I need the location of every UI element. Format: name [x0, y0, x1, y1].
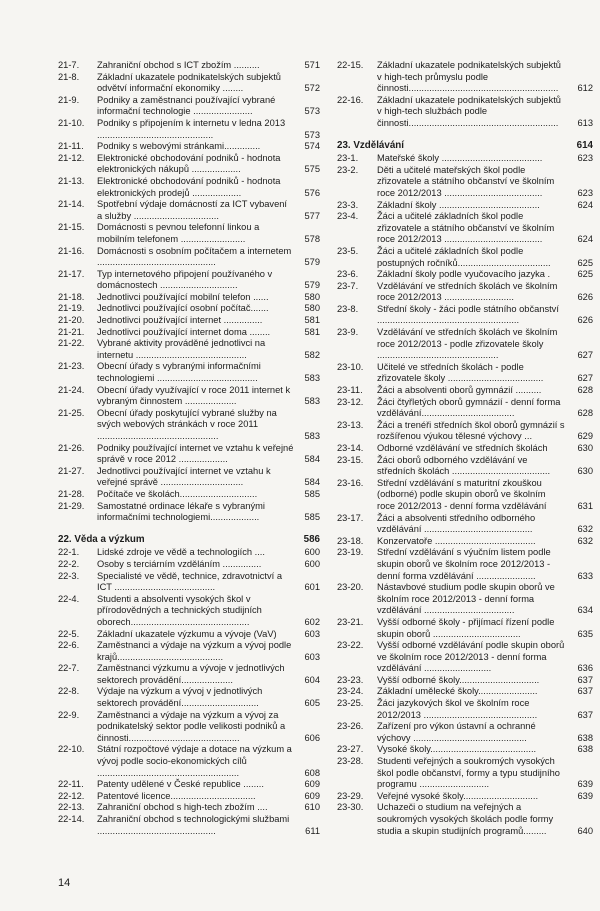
entry-page-number: 624 [577, 199, 593, 210]
entry-page-number: 608 [304, 767, 320, 778]
toc-entry [58, 361, 320, 384]
page-number: 14 [58, 877, 71, 889]
entry-page-number: 627 [577, 350, 593, 361]
entry-page-number: 576 [304, 187, 320, 198]
toc-entry [58, 547, 320, 559]
entry-title: Elektronické obchodování podniků - hodnota elektronických prodejů ................... [97, 175, 281, 198]
toc-entry [337, 536, 593, 548]
toc-list-chapter-23 [337, 153, 593, 837]
toc-entry [58, 686, 320, 709]
entry-number: 23-8. [337, 303, 359, 314]
entry-page-number: 623 [577, 153, 593, 164]
toc-entry [58, 629, 320, 641]
toc-entry [337, 304, 593, 327]
entry-page-number: 583 [304, 373, 320, 384]
entry-title: Patenty udělené v České republice ........ [97, 779, 264, 790]
entry-number: 23-6. [337, 269, 359, 280]
entry-page-number: 606 [304, 732, 320, 743]
entry-title: Podniky používající internet ve vztahu k veřejné správě v roce 2012 ................... [97, 442, 294, 465]
entry-number: 21-10. [58, 117, 85, 128]
entry-page-number: 623 [577, 187, 593, 198]
toc-entry [337, 60, 593, 95]
entry-title: Jednotlivci používající internet ve vztahu k veřejné správě ................................ [97, 465, 271, 488]
entry-number: 21-27. [58, 465, 85, 476]
entry-title: Základní ukazatele výzkumu a vývoje (VaV) [97, 628, 277, 639]
toc-entry [58, 802, 320, 814]
entry-title: Základní školy podle vyučovacího jazyka . [377, 269, 551, 280]
entry-page-number: 639 [577, 779, 593, 790]
entry-title: Jednotlivci používající mobilní telefon ...... [97, 291, 269, 302]
entry-number: 22-2. [58, 558, 80, 569]
entry-title: Výdaje na výzkum a vývoj v jednotlivých sektorech provádění.............................. [97, 686, 263, 709]
entry-page-number: 609 [304, 790, 320, 801]
entry-page-number: 580 [304, 291, 320, 302]
entry-title: Patentové licence................................. [97, 790, 256, 801]
entry-page-number: 637 [577, 709, 593, 720]
entry-title: Spotřební výdaje domácností za ICT vybavení a služby ................................. [97, 199, 288, 221]
entry-number: 22-14. [58, 814, 85, 824]
entry-number: 22-12. [58, 790, 85, 801]
entry-page-number: 635 [577, 628, 593, 639]
entry-number: 23-21. [337, 616, 364, 627]
toc-entry [58, 95, 320, 118]
entry-title: Veřejné vysoké školy............................. [377, 790, 539, 801]
chapter-title: 23. Vzdělávání [337, 139, 404, 151]
entry-number: 22-15. [337, 60, 364, 70]
toc-entry [58, 663, 320, 686]
entry-number: 21-15. [58, 222, 85, 233]
toc-entry [58, 60, 320, 72]
entry-title: Uchazeči o studium na veřejných a soukromých vysokých školách podle formy studia a skupin studijních programů......... [377, 802, 554, 836]
entry-title: Střední vzdělávání s výučním listem podle skupin oborů ve školním roce 2012/2013 - denní forma vzdělávání ....................... [377, 547, 551, 581]
entry-page-number: 577 [304, 210, 320, 221]
toc-entry [58, 501, 320, 524]
toc-entry [337, 397, 593, 420]
chapter-page-number: 586 [303, 533, 320, 545]
entry-page-number: 637 [577, 674, 593, 685]
entry-page-number: 580 [304, 303, 320, 314]
toc-entry [337, 547, 593, 582]
entry-title: Vyšší odborné vzdělávání podle skupin oborů ve školním roce 2012/2013 - denní forma vzdělávání .......................... [377, 640, 565, 674]
entry-title: Studenti veřejných a soukromých vysokých škol podle občanství, formy a typu studijního programu ........................... [377, 756, 560, 790]
toc-entry [58, 640, 320, 663]
entry-page-number: 600 [304, 547, 320, 558]
entry-title: Počítače ve školách.............................. [97, 488, 258, 499]
entry-page-number: 603 [304, 628, 320, 639]
entry-title: Zahraniční obchod s high-tech zbožím .... [97, 802, 268, 813]
entry-title: Konzervatoře ....................................... [377, 535, 536, 546]
entry-title: Žáci a učitelé základních škol podle postupných ročníků.................................... [377, 245, 551, 268]
entry-number: 23-5. [337, 245, 359, 256]
entry-page-number: 602 [304, 616, 320, 627]
entry-number: 22-6. [58, 640, 80, 651]
entry-title: Jednotlivci používající internet doma ........ [97, 326, 271, 337]
entry-title: Osoby s terciárním vzděláním ............... [97, 558, 262, 569]
entry-title: Základní ukazatele podnikatelských subjektů v high-tech průmyslu podle činnosti.......................................................... [377, 60, 561, 94]
toc-entry [58, 791, 320, 803]
entry-number: 23-16. [337, 477, 364, 488]
entry-page-number: 613 [577, 117, 593, 128]
toc-entry [337, 617, 593, 640]
chapter-page-number: 614 [576, 139, 593, 151]
toc-entry [58, 246, 320, 269]
entry-title: Zahraniční obchod s technologickými službami .............................................. [97, 814, 290, 836]
entry-title: Lidské zdroje ve vědě a technologiích .... [97, 547, 265, 558]
entry-number: 22-11. [58, 779, 84, 790]
entry-title: Podniky s webovými stránkami.............. [97, 141, 261, 152]
entry-title: Děti a učitelé mateřských škol podle zřizovatele a státního občanství ve školním roce 2012/2013 ...................................... [377, 164, 555, 198]
toc-entry [58, 779, 320, 791]
toc-entry [58, 153, 320, 176]
entry-title: Základní školy ....................................... [377, 199, 540, 210]
toc-list-chapter-22 [58, 547, 320, 837]
entry-page-number: 630 [577, 466, 593, 477]
chapter-heading-22 [58, 534, 320, 546]
entry-page-number: 632 [577, 524, 593, 535]
entry-number: 21-26. [58, 442, 85, 453]
entry-number: 22-4. [58, 593, 80, 604]
entry-title: Typ internetového připojení používaného v domácnostech .............................. [97, 268, 273, 291]
toc-entry [337, 165, 593, 200]
entry-title: Zařízení pro výkon ústavní a ochranné výchovy ............................................ [377, 721, 536, 743]
entry-page-number: 610 [304, 802, 320, 813]
entry-title: Zaměstnanci výzkumu a vývoje v jednotlivých sektorech provádění.................... [97, 663, 285, 685]
entry-number: 23-17. [337, 512, 364, 523]
entry-title: Základní ukazatele podnikatelských subjektů v high-tech službách podle činnosti.......................................................... [377, 94, 561, 128]
entry-number: 21-29. [58, 500, 85, 511]
entry-number: 22-1. [58, 547, 80, 558]
toc-entry [58, 269, 320, 292]
entry-number: 23-1. [337, 153, 359, 164]
entry-title: Obecní úřady poskytující vybrané služby na svých webových stránkách v roce 2011 ............................................... [97, 407, 277, 441]
entry-page-number: 604 [304, 674, 320, 685]
entry-title: Státní rozpočtové výdaje a dotace na výzkum a vývoj podle socio-ekonomických cílů ....................................................... [97, 744, 292, 778]
entry-number: 22-10. [58, 744, 85, 755]
entry-number: 22-16. [337, 94, 364, 105]
entry-page-number: 584 [304, 477, 320, 488]
entry-title: Jednotlivci používající osobní počítač....... [97, 303, 269, 314]
entry-number: 23-7. [337, 280, 359, 291]
entry-title: Zahraniční obchod s ICT zbožím .......... [97, 60, 260, 70]
entry-page-number: 571 [304, 60, 320, 70]
entry-title: Studenti a absolventi vysokých škol v přírodovědných a technických studijních oborech.............................................. [97, 593, 262, 627]
entry-page-number: 573 [304, 129, 320, 140]
entry-title: Vysoké školy......................................... [377, 744, 537, 755]
entry-title: Obecní úřady s vybranými informačními technologiemi ....................................... [97, 361, 261, 384]
entry-title: Základní umělecké školy....................... [377, 686, 538, 697]
entry-number: 23-20. [337, 582, 364, 593]
entry-number: 21-25. [58, 407, 85, 418]
entry-page-number: 637 [577, 686, 593, 697]
toc-entry [58, 594, 320, 629]
entry-page-number: 573 [304, 106, 320, 117]
entry-page-number: 626 [577, 292, 593, 303]
toc-entry [58, 710, 320, 745]
entry-number: 21-11. [58, 141, 84, 152]
entry-number: 21-17. [58, 268, 85, 279]
toc-entry [58, 338, 320, 361]
toc-entry [337, 385, 593, 397]
toc-entry [58, 489, 320, 501]
entry-number: 21-19. [58, 303, 85, 314]
entry-page-number: 572 [304, 83, 320, 94]
toc-entry [58, 571, 320, 594]
toc-entry [337, 200, 593, 212]
entry-title: Vyšší odborné školy - přijímací řízení podle skupin oborů .................................. [377, 616, 555, 639]
entry-number: 23-10. [337, 361, 364, 372]
entry-page-number: 581 [304, 315, 320, 326]
entry-number: 23-19. [337, 547, 364, 558]
toc-entry [58, 72, 320, 95]
entry-number: 21-22. [58, 338, 85, 349]
toc-entry [337, 269, 593, 281]
entry-number: 21-13. [58, 175, 85, 186]
toc-entry [337, 640, 593, 675]
entry-title: Střední vzdělávání s maturitní zkouškou (odborné) podle skupin oborů ve školním roce 2012/2013 - denní forma vzdělávání [377, 477, 547, 511]
entry-number: 21-21. [58, 326, 85, 337]
toc-entry [337, 153, 593, 165]
entry-title: Zaměstnanci a výdaje na výzkum a vývoj za podnikatelský sektor podle velikosti podniků a činnosti........................................... [97, 709, 286, 743]
entry-number: 23-2. [337, 164, 359, 175]
entry-number: 22-13. [58, 802, 85, 813]
entry-page-number: 600 [304, 558, 320, 569]
entry-number: 23-9. [337, 327, 359, 338]
entry-title: Elektronické obchodování podniků - hodnota elektronických nákupů ................... [97, 152, 281, 175]
entry-page-number: 629 [577, 431, 593, 442]
entry-title: Vzdělávání ve středních školách ve školním roce 2012/2013 ........................... [377, 280, 558, 303]
toc-left-column [58, 60, 320, 837]
toc-entry [337, 95, 593, 130]
entry-number: 21-8. [58, 71, 80, 82]
entry-page-number: 638 [577, 744, 593, 755]
entry-title: Jednotlivci používající internet ............... [97, 315, 263, 326]
toc-entry [58, 466, 320, 489]
toc-entry [337, 721, 593, 744]
entry-number: 21-20. [58, 315, 85, 326]
toc-entry [337, 675, 593, 687]
entry-page-number: 611 [305, 825, 320, 836]
entry-number: 23-15. [337, 454, 364, 465]
entry-number: 22-8. [58, 686, 80, 697]
entry-page-number: 632 [577, 535, 593, 546]
entry-title: Vzdělávání ve středních školách ve školním roce 2012/2013 - podle zřizovatele školy ............................................... [377, 327, 558, 361]
entry-title: Žáci a absolventi oborů gymnázií .......... [377, 385, 542, 396]
entry-number: 23-30. [337, 802, 364, 813]
toc-entry [337, 362, 593, 385]
entry-number: 23-18. [337, 535, 364, 546]
entry-number: 21-24. [58, 384, 85, 395]
entry-title: Žáci a absolventi středního odborného vzdělávání .......................................... [377, 512, 536, 535]
entry-title: Žáci a trenéři středních škol oborů gymnázií s rozšířenou výukou tělesné výchovy ... [377, 419, 565, 442]
entry-page-number: 601 [304, 582, 320, 593]
entry-page-number: 612 [577, 83, 593, 94]
entry-page-number: 603 [304, 651, 320, 662]
toc-entry [58, 222, 320, 245]
entry-title: Vybrané aktivity prováděné jednotlivci na internetu ........................................... [97, 338, 266, 360]
chapter-heading-23 [337, 140, 593, 152]
entry-page-number: 626 [577, 315, 593, 326]
entry-number: 22-5. [58, 628, 80, 639]
entry-title: Žáci čtyřletých oborů gymnázií - denní forma vzdělávání.................................... [377, 396, 561, 419]
entry-title: Žáci oborů odborného vzdělávání ve středních školách ...................................... [377, 454, 551, 477]
entry-number: 23-13. [337, 419, 364, 430]
entry-page-number: 583 [304, 431, 320, 441]
toc-entry [337, 420, 593, 443]
entry-number: 21-9. [58, 94, 80, 105]
entry-title: Žáci jazykových škol ve školním roce 2012/2013 ............................................ [377, 698, 538, 720]
toc-entry [58, 814, 320, 837]
entry-title: Vyšší odborné školy............................... [377, 674, 540, 685]
entry-title: Domácnosti s pevnou telefonní linkou a mobilním telefonem ......................... [97, 222, 260, 244]
toc-entry [337, 211, 593, 246]
toc-entry [337, 744, 593, 756]
toc-entry [58, 443, 320, 466]
entry-page-number: 634 [577, 605, 593, 616]
entry-title: Nástavbové studium podle skupin oborů ve školním roce 2012/2013 - denní forma vzdělávání ................................... [377, 582, 555, 616]
entry-number: 23-4. [337, 211, 359, 222]
entry-page-number: 579 [304, 257, 320, 268]
entry-number: 21-28. [58, 488, 85, 499]
toc-entry [58, 199, 320, 222]
entry-page-number: 585 [304, 488, 320, 499]
entry-title: Žáci a učitelé základních škol podle zřizovatele a státního občanství ve školním roce 2012/2013 ...................................... [377, 211, 555, 245]
entry-page-number: 624 [577, 234, 593, 245]
toc-right-column [337, 60, 593, 837]
entry-page-number: 640 [577, 825, 593, 836]
entry-page-number: 605 [304, 698, 320, 709]
toc-entry [337, 513, 593, 536]
toc-list-chapter-22-cont [337, 60, 593, 130]
entry-page-number: 630 [577, 443, 593, 453]
entry-page-number: 633 [577, 570, 593, 581]
entry-number: 23-28. [337, 756, 364, 767]
toc-entry [58, 315, 320, 327]
entry-page-number: 628 [577, 385, 593, 396]
toc-entry [337, 791, 593, 803]
entry-number: 22-3. [58, 570, 80, 581]
toc-entry [58, 744, 320, 779]
entry-title: Odborné vzdělávání ve středních školách [377, 443, 548, 453]
entry-number: 21-18. [58, 291, 85, 302]
toc-list-chapter-21 [58, 60, 320, 524]
toc-entry [337, 582, 593, 617]
toc-entry [58, 118, 320, 141]
entry-page-number: 584 [304, 454, 320, 465]
entry-number: 23-27. [337, 744, 364, 755]
chapter-title: 22. Věda a výzkum [58, 533, 145, 545]
toc-entry [337, 455, 593, 478]
toc-entry [58, 559, 320, 571]
toc-entry [58, 327, 320, 339]
entry-number: 21-16. [58, 245, 85, 256]
entry-page-number: 585 [304, 512, 320, 523]
entry-title: Zaměstnanci a výdaje na výzkum a vývoj podle krajů......................................... [97, 640, 292, 662]
entry-number: 21-14. [58, 199, 85, 210]
toc-entry [337, 478, 593, 513]
toc-entry [337, 698, 593, 721]
entry-number: 23-23. [337, 674, 364, 685]
entry-title: Střední školy - žáci podle státního občanství ....................................................... [377, 303, 559, 326]
entry-page-number: 583 [304, 396, 320, 407]
toc-entry [337, 281, 593, 304]
entry-number: 23-11. [337, 385, 363, 396]
entry-page-number: 575 [304, 164, 320, 175]
entry-number: 21-7. [58, 60, 80, 70]
entry-title: Mateřské školy ....................................... [377, 153, 543, 164]
entry-page-number: 578 [304, 233, 320, 244]
entry-title: Samostatné ordinace lékaře s vybranými informačními technologiemi................... [97, 500, 265, 523]
entry-title: Základní ukazatele podnikatelských subjektů odvětví informační ekonomiky ........ [97, 71, 281, 94]
entry-number: 23-3. [337, 199, 359, 210]
entry-page-number: 628 [577, 408, 593, 419]
entry-page-number: 582 [304, 349, 320, 360]
entry-title: Specialisté ve vědě, technice, zdravotnictví a ICT ....................................... [97, 570, 283, 593]
entry-number: 21-23. [58, 361, 85, 372]
entry-number: 23-12. [337, 396, 364, 407]
toc-entry [58, 303, 320, 315]
toc-entry [337, 686, 593, 698]
toc-entry [58, 292, 320, 304]
toc-entry [337, 756, 593, 791]
entry-page-number: 625 [577, 269, 593, 280]
entry-page-number: 631 [577, 500, 593, 511]
entry-number: 21-12. [58, 152, 85, 163]
toc-entry [58, 408, 320, 443]
entry-page-number: 639 [577, 790, 593, 801]
entry-number: 23-26. [337, 721, 364, 732]
toc-entry [58, 176, 320, 199]
entry-title: Domácnosti s osobním počítačem a internetem .............................................. [97, 245, 292, 268]
entry-page-number: 581 [304, 326, 320, 337]
entry-number: 23-24. [337, 686, 364, 697]
toc-entry [58, 141, 320, 153]
toc-entry [337, 246, 593, 269]
entry-page-number: 579 [304, 280, 320, 291]
entry-page-number: 609 [304, 779, 320, 790]
entry-title: Učitelé ve středních školách - podle zřizovatele školy ..................................... [377, 361, 544, 384]
entry-page-number: 574 [304, 141, 320, 152]
entry-number: 22-9. [58, 709, 80, 720]
toc-entry [58, 385, 320, 408]
entry-number: 23-29. [337, 790, 364, 801]
entry-page-number: 638 [577, 732, 593, 743]
toc-entry [337, 443, 593, 455]
entry-number: 22-7. [58, 663, 80, 674]
entry-page-number: 625 [577, 257, 593, 268]
entry-number: 23-22. [337, 640, 364, 651]
entry-page-number: 627 [577, 373, 593, 384]
toc-entry [337, 327, 593, 362]
entry-number: 23-25. [337, 698, 364, 709]
entry-page-number: 636 [577, 663, 593, 674]
toc-entry [337, 802, 593, 837]
entry-number: 23-14. [337, 443, 364, 453]
entry-title: Obecní úřady využívající v roce 2011 internet k vybraným činnostem .................... [97, 384, 291, 407]
entry-title: Podniky a zaměstnanci používající vybrané informační technologie ....................... [97, 94, 276, 117]
entry-title: Podniky s připojením k internetu v ledna 2013 ............................................. [97, 117, 286, 140]
